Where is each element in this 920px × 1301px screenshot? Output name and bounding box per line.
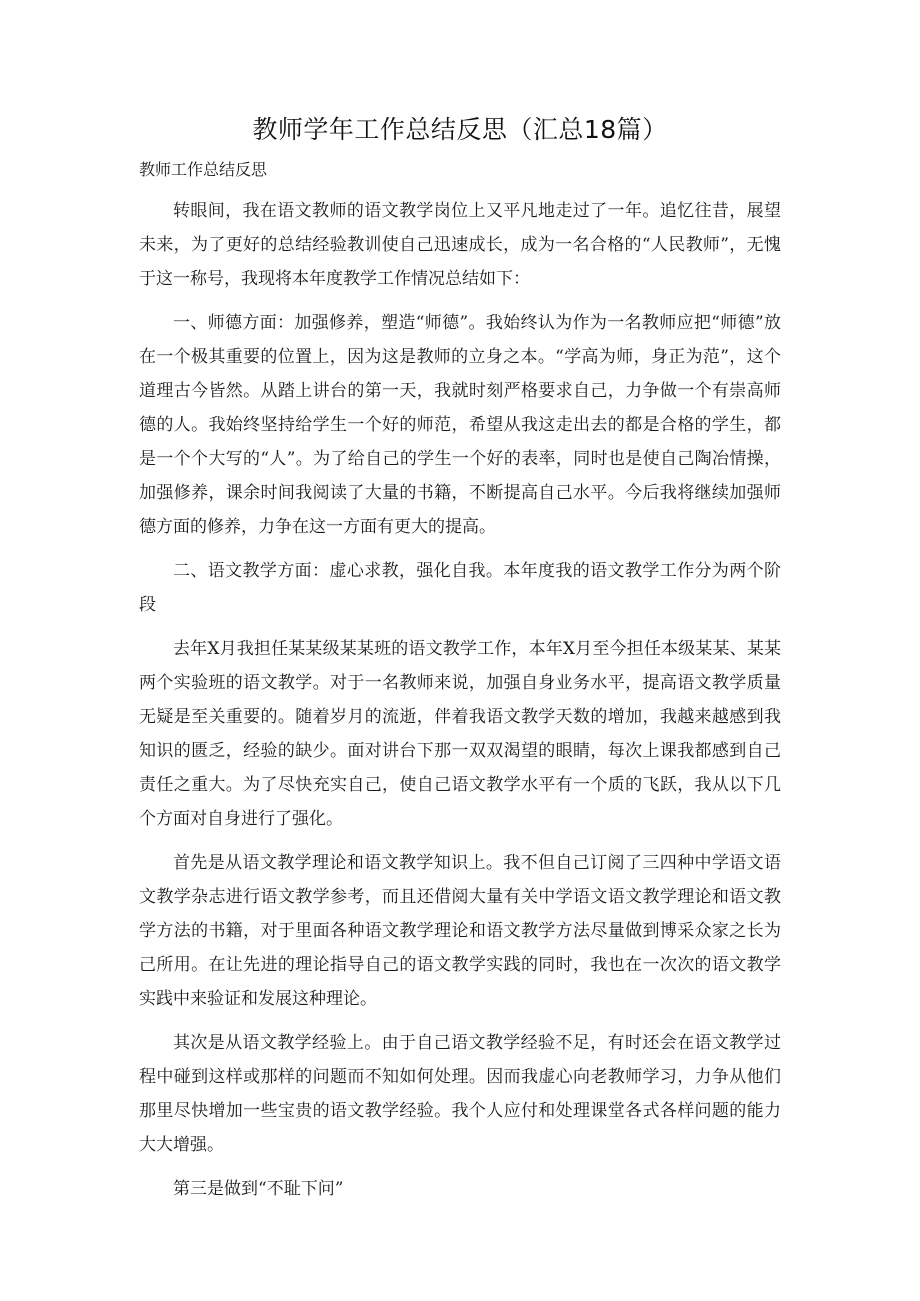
paragraph-intro: 转眼间，我在语文教师的语文教学岗位上又平凡地走过了一年。追忆往昔，展望未来，为了更好的总结经验教训使自己迅速成长，成为一名合格的“人民教师”，无愧于这一称号，我现将本年度教学工作情况总结如下： (139, 201, 781, 289)
paragraph-third-point: 第三是做到“不耻下问” (173, 1179, 344, 1199)
paragraph-experience: 其次是从语文教学经验上。由于自己语文教学经验不足，有时还会在语文教学过程中碰到这样或那样的问题而不知如何处理。因而我虚心向老教师学习，力争从他们那里尽快增加一些宝贵的语文教学经验。我个人应付和处理课堂各式各样问题的能力大大增强。 (139, 1033, 781, 1155)
document-body (139, 194, 781, 1216)
paragraph-teaching-heading: 二、语文教学方面：虚心求教，强化自我。本年度我的语文教学工作分为两个阶段 (139, 561, 781, 615)
paragraph-theory: 首先是从语文教学理论和语文教学知识上。我不但自己订阅了三四种中学语文语文教学杂志进行语文教学参考，而且还借阅大量有关中学语文语文教学理论和语文教学方法的书籍，对于里面各种语文教学理论和语文教学方法尽量做到博采众家之长为己所用。在让先进的理论指导自己的语文教学实践的同时，我也在一次次的语文教学实践中来验证和发展这种理论。 (139, 853, 781, 1009)
paragraph-ethics: 一、师德方面：加强修养，塑造“师德”。我始终认为作为一名教师应把“师德”放在一个极其重要的位置上，因为这是教师的立身之本。“学高为师，身正为范”，这个道理古今皆然。从踏上讲台的第一天，我就时刻严格要求自己，力争做一个有崇高师德的人。我始终坚持给学生一个好的师范，希望从我这走出去的都是合格的学生，都是一个个大写的“人”。为了给自己的学生一个好的表率，同时也是使自己陶冶情操，加强修养，课余时间我阅读了大量的书籍，不断提高自己水平。今后我将继续加强师德方面的修养，力争在这一方面有更大的提高。 (139, 313, 781, 537)
paragraph-teaching-stages: 去年X月我担任某某级某某班的语文教学工作，本年X月至今担任本级某某、某某两个实验班的语文教学。对于一名教师来说，加强自身业务水平，提高语文教学质量无疑是至关重要的。随着岁月的流逝，伴着我语文教学天数的增加，我越来越感到我知识的匮乏，经验的缺少。面对讲台下那一双双渴望的眼睛，每次上课我都感到自己责任之重大。为了尽快充实自己，使自己语文教学水平有一个质的飞跃，我从以下几个方面对自身进行了强化。 (139, 639, 781, 829)
document-subtitle: 教师工作总结反思 (139, 160, 268, 179)
document-title: 教师学年工作总结反思（汇总18篇） (252, 115, 668, 144)
